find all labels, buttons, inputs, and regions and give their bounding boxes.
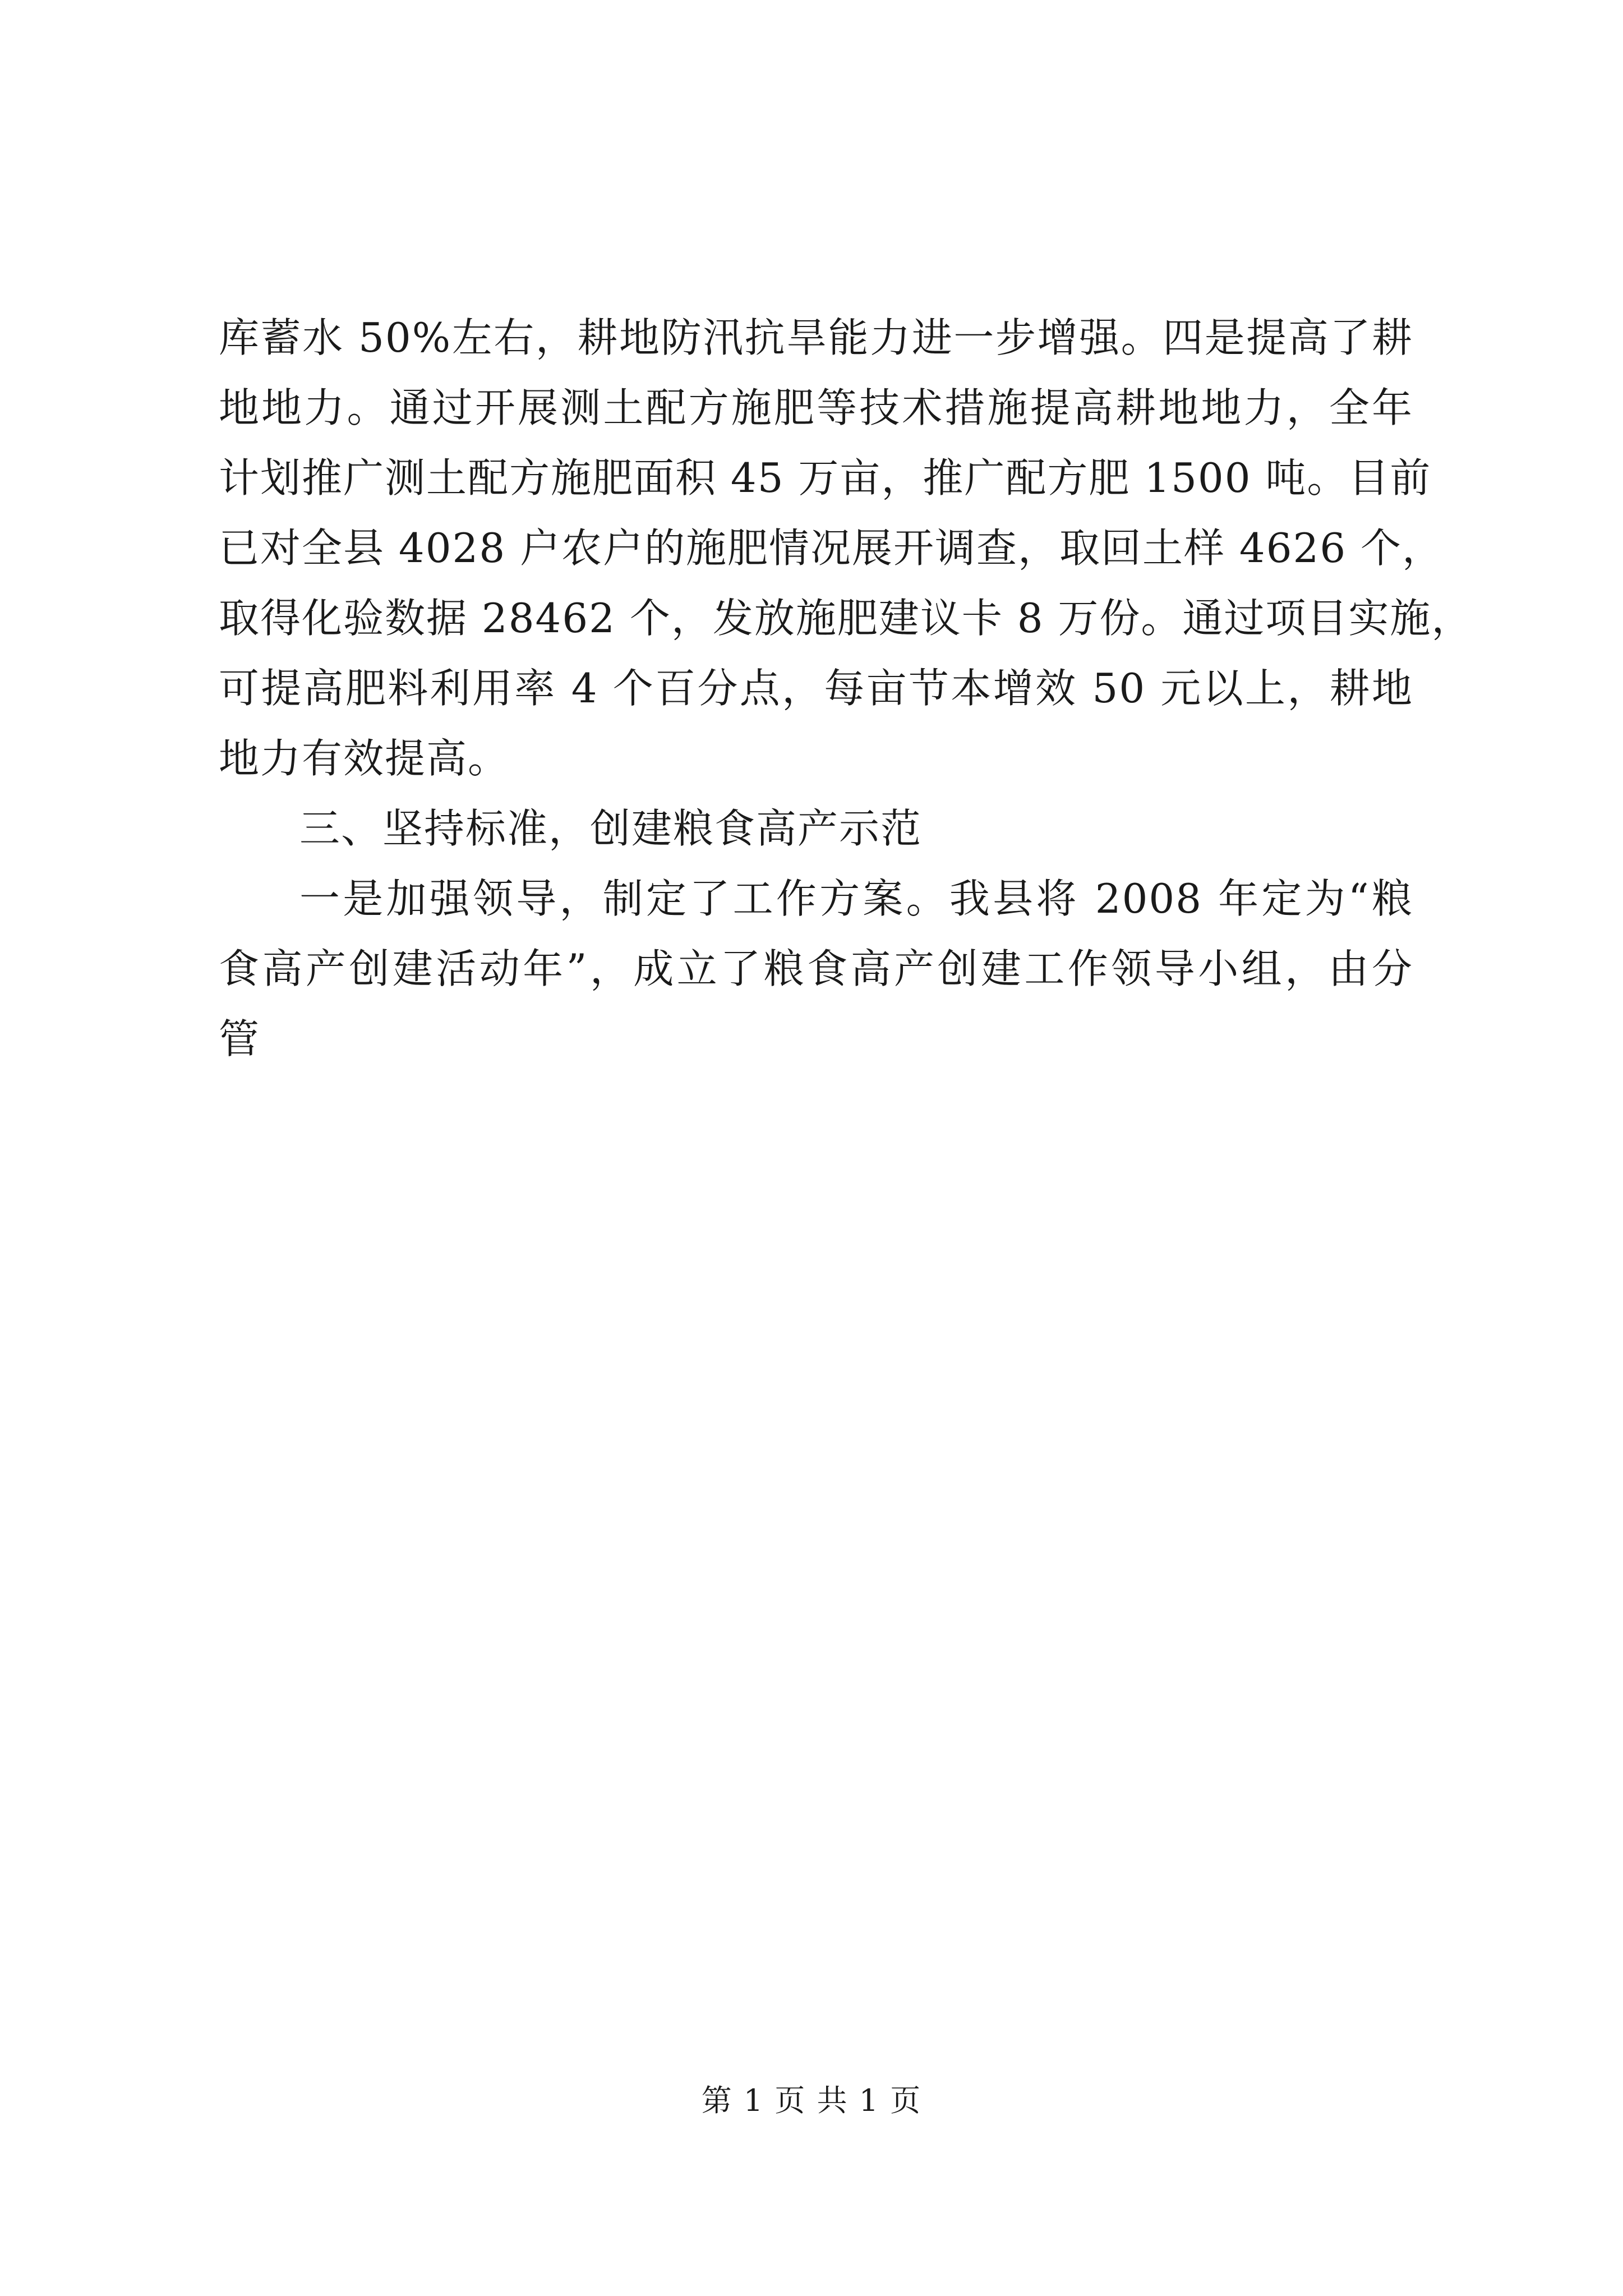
paragraph-line-6: 可提高肥料利用率 4 个百分点，每亩节本增效 50 元以上，耕地 xyxy=(219,665,1413,712)
paragraph-line-3: 计划推广测土配方施肥面积 45 万亩，推广配方肥 1500 吨。目前 xyxy=(219,454,1432,501)
paragraph-line-10: 食高产创建活动年”，成立了粮食高产创建工作领导小组，由分 xyxy=(219,945,1413,992)
page-footer: 第 1 页 共 1 页 xyxy=(701,2083,922,2118)
paragraph-line-11: 管 xyxy=(219,1015,261,1062)
paragraph-line-2: 地地力。通过开展测土配方施肥等技术措施提高耕地地力，全年 xyxy=(219,384,1413,431)
paragraph-line-4: 已对全县 4028 户农户的施肥情况展开调查，取回土样 4626 个， xyxy=(219,524,1444,572)
paragraph-line-9: 一是加强领导，制定了工作方案。我县将 2008 年定为“粮 xyxy=(299,875,1413,922)
paragraph-line-5: 取得化验数据 28462 个，发放施肥建议卡 8 万份。通过项目实施， xyxy=(219,595,1473,642)
paragraph-line-7: 地力有效提高。 xyxy=(219,735,510,782)
paragraph-line-1: 库蓄水 50%左右，耕地防汛抗旱能力进一步增强。四是提高了耕 xyxy=(219,314,1413,361)
document-body xyxy=(219,303,1473,1074)
section-heading: 三、坚持标准，创建粮食高产示范 xyxy=(299,805,923,852)
